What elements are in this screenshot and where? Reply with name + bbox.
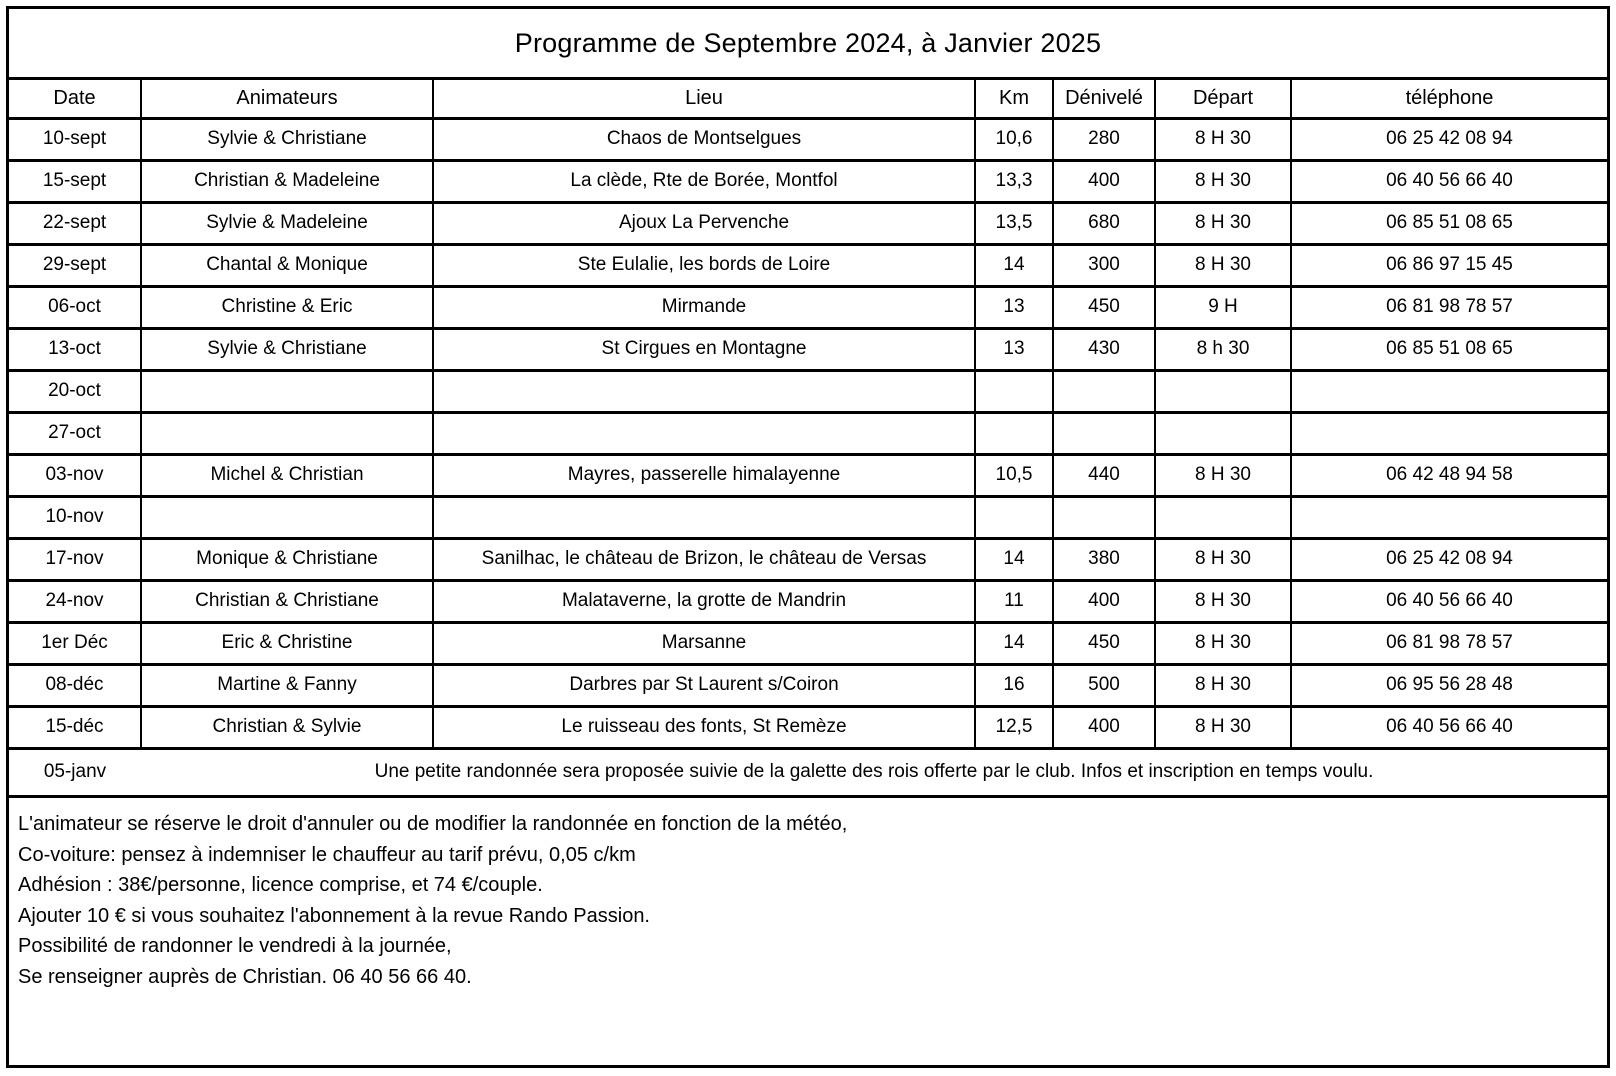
cell-date: 15-déc xyxy=(9,706,141,748)
cell-km: 14 xyxy=(975,622,1053,664)
cell-denivele: 450 xyxy=(1053,286,1155,328)
cell-date: 15-sept xyxy=(9,160,141,202)
cell-denivele: 440 xyxy=(1053,454,1155,496)
cell-denivele: 450 xyxy=(1053,622,1155,664)
cell-lieu: Marsanne xyxy=(433,622,975,664)
cell-lieu: Ste Eulalie, les bords de Loire xyxy=(433,244,975,286)
cell-telephone: 06 95 56 28 48 xyxy=(1291,664,1607,706)
cell-km: 12,5 xyxy=(975,706,1053,748)
cell-depart xyxy=(1155,370,1291,412)
table-row xyxy=(9,454,1607,496)
cell-lieu: St Cirgues en Montagne xyxy=(433,328,975,370)
table-row xyxy=(9,202,1607,244)
cell-depart xyxy=(1155,412,1291,454)
cell-telephone xyxy=(1291,496,1607,538)
table-row xyxy=(9,370,1607,412)
program-table xyxy=(9,80,1607,795)
cell-depart: 8 H 30 xyxy=(1155,160,1291,202)
cell-date: 10-sept xyxy=(9,118,141,160)
cell-km: 14 xyxy=(975,538,1053,580)
footer-notes xyxy=(9,795,1607,992)
cell-telephone: 06 81 98 78 57 xyxy=(1291,622,1607,664)
cell-date: 17-nov xyxy=(9,538,141,580)
cell-denivele: 500 xyxy=(1053,664,1155,706)
cell-telephone: 06 40 56 66 40 xyxy=(1291,160,1607,202)
column-header-animateurs: Animateurs xyxy=(141,80,433,118)
cell-telephone xyxy=(1291,370,1607,412)
header-row xyxy=(9,80,1607,118)
cell-animateurs: Christian & Madeleine xyxy=(141,160,433,202)
cell-km: 10,6 xyxy=(975,118,1053,160)
cell-animateurs xyxy=(141,370,433,412)
cell-lieu: Mirmande xyxy=(433,286,975,328)
column-header-date: Date xyxy=(53,86,96,109)
cell-telephone: 06 85 51 08 65 xyxy=(1291,328,1607,370)
cell-km: 13,5 xyxy=(975,202,1053,244)
table-header xyxy=(9,80,1607,118)
cell-depart: 8 H 30 xyxy=(1155,118,1291,160)
cell-depart xyxy=(1155,496,1291,538)
cell-lieu: La clède, Rte de Borée, Montfol xyxy=(433,160,975,202)
table-row xyxy=(9,244,1607,286)
table-row xyxy=(9,538,1607,580)
program-sheet xyxy=(6,6,1610,1068)
cell-telephone: 06 86 97 15 45 xyxy=(1291,244,1607,286)
cell-denivele: 680 xyxy=(1053,202,1155,244)
column-header-km: Km xyxy=(975,80,1053,118)
cell-depart: 8 H 30 xyxy=(1155,244,1291,286)
cell-animateurs: Eric & Christine xyxy=(141,622,433,664)
cell-date: 24-nov xyxy=(9,580,141,622)
table-row xyxy=(9,160,1607,202)
cell-denivele xyxy=(1053,412,1155,454)
cell-lieu: Chaos de Montselgues xyxy=(433,118,975,160)
cell-telephone: 06 40 56 66 40 xyxy=(1291,706,1607,748)
table-row xyxy=(9,706,1607,748)
cell-date: 1er Déc xyxy=(9,622,141,664)
cell-lieu: Darbres par St Laurent s/Coiron xyxy=(433,664,975,706)
column-header-depart: Départ xyxy=(1155,80,1291,118)
cell-km: 11 xyxy=(975,580,1053,622)
cell-telephone xyxy=(1291,412,1607,454)
cell-depart: 9 H xyxy=(1155,286,1291,328)
cell-denivele: 400 xyxy=(1053,580,1155,622)
cell-km: 13 xyxy=(975,328,1053,370)
cell-animateurs xyxy=(141,496,433,538)
cell-depart: 8 H 30 xyxy=(1155,202,1291,244)
cell-lieu: Sanilhac, le château de Brizon, le château de Versas xyxy=(433,538,975,580)
cell-date: 06-oct xyxy=(9,286,141,328)
cell-km xyxy=(975,370,1053,412)
page-title: Programme de Septembre 2024, à Janvier 2025 xyxy=(9,9,1607,80)
table-row xyxy=(9,412,1607,454)
cell-km: 16 xyxy=(975,664,1053,706)
cell-km: 14 xyxy=(975,244,1053,286)
note-row-date: 05-janv xyxy=(9,748,141,795)
cell-km: 13,3 xyxy=(975,160,1053,202)
cell-denivele: 380 xyxy=(1053,538,1155,580)
note-row xyxy=(9,748,1607,795)
cell-km xyxy=(975,496,1053,538)
footer-line: Se renseigner auprès de Christian. 06 40 56 66 40. xyxy=(18,965,472,988)
cell-animateurs: Christian & Christiane xyxy=(141,580,433,622)
cell-denivele xyxy=(1053,496,1155,538)
footer-line: Co-voiture: pensez à indemniser le chauffeur au tarif prévu, 0,05 c/km xyxy=(18,843,636,866)
cell-date: 29-sept xyxy=(9,244,141,286)
cell-date: 08-déc xyxy=(9,664,141,706)
footer-line: Ajouter 10 € si vous souhaitez l'abonnement à la revue Rando Passion. xyxy=(18,904,650,927)
cell-telephone: 06 25 42 08 94 xyxy=(1291,538,1607,580)
column-header-lieu: Lieu xyxy=(433,80,975,118)
cell-animateurs: Chantal & Monique xyxy=(141,244,433,286)
table-row xyxy=(9,118,1607,160)
cell-telephone: 06 85 51 08 65 xyxy=(1291,202,1607,244)
cell-date: 20-oct xyxy=(9,370,141,412)
note-row-text: Une petite randonnée sera proposée suivie de la galette des rois offerte par le club. Infos et inscription en temps voulu. xyxy=(141,748,1607,795)
cell-animateurs: Michel & Christian xyxy=(141,454,433,496)
cell-lieu: Ajoux La Pervenche xyxy=(433,202,975,244)
cell-animateurs: Monique & Christiane xyxy=(141,538,433,580)
cell-depart: 8 H 30 xyxy=(1155,454,1291,496)
cell-lieu xyxy=(433,412,975,454)
footer-line: Possibilité de randonner le vendredi à la journée, xyxy=(18,935,452,957)
cell-date: 13-oct xyxy=(9,328,141,370)
cell-lieu: Mayres, passerelle himalayenne xyxy=(433,454,975,496)
cell-date: 27-oct xyxy=(9,412,141,454)
cell-km xyxy=(975,412,1053,454)
footer-line: Adhésion : 38€/personne, licence comprise, et 74 €/couple. xyxy=(18,874,543,896)
note-row-body xyxy=(9,748,1607,795)
cell-date: 10-nov xyxy=(9,496,141,538)
table-row xyxy=(9,664,1607,706)
cell-denivele: 280 xyxy=(1053,118,1155,160)
cell-denivele: 400 xyxy=(1053,160,1155,202)
cell-lieu: Malataverne, la grotte de Mandrin xyxy=(433,580,975,622)
cell-animateurs: Sylvie & Christiane xyxy=(141,328,433,370)
cell-denivele: 430 xyxy=(1053,328,1155,370)
cell-denivele xyxy=(1053,370,1155,412)
cell-km: 13 xyxy=(975,286,1053,328)
cell-depart: 8 H 30 xyxy=(1155,580,1291,622)
cell-animateurs: Christine & Eric xyxy=(141,286,433,328)
column-header-telephone: téléphone xyxy=(1291,80,1607,118)
cell-animateurs: Sylvie & Madeleine xyxy=(141,202,433,244)
table-row xyxy=(9,580,1607,622)
cell-telephone: 06 81 98 78 57 xyxy=(1291,286,1607,328)
table-row xyxy=(9,496,1607,538)
footer-line: L'animateur se réserve le droit d'annuler ou de modifier la randonnée en fonction de la météo, xyxy=(18,813,848,835)
cell-animateurs: Christian & Sylvie xyxy=(141,706,433,748)
cell-telephone: 06 25 42 08 94 xyxy=(1291,118,1607,160)
cell-lieu xyxy=(433,496,975,538)
table-row xyxy=(9,622,1607,664)
cell-denivele: 300 xyxy=(1053,244,1155,286)
cell-animateurs: Sylvie & Christiane xyxy=(141,118,433,160)
cell-km: 10,5 xyxy=(975,454,1053,496)
table-row xyxy=(9,328,1607,370)
cell-telephone: 06 42 48 94 58 xyxy=(1291,454,1607,496)
cell-denivele: 400 xyxy=(1053,706,1155,748)
cell-lieu: Le ruisseau des fonts, St Remèze xyxy=(433,706,975,748)
table-row xyxy=(9,286,1607,328)
cell-date: 22-sept xyxy=(9,202,141,244)
column-header-denivele: Dénivelé xyxy=(1053,80,1155,118)
table-body xyxy=(9,118,1607,748)
cell-depart: 8 H 30 xyxy=(1155,706,1291,748)
cell-animateurs xyxy=(141,412,433,454)
cell-depart: 8 H 30 xyxy=(1155,622,1291,664)
cell-depart: 8 h 30 xyxy=(1155,328,1291,370)
cell-animateurs: Martine & Fanny xyxy=(141,664,433,706)
cell-lieu xyxy=(433,370,975,412)
cell-depart: 8 H 30 xyxy=(1155,664,1291,706)
cell-depart: 8 H 30 xyxy=(1155,538,1291,580)
cell-telephone: 06 40 56 66 40 xyxy=(1291,580,1607,622)
cell-date: 03-nov xyxy=(9,454,141,496)
